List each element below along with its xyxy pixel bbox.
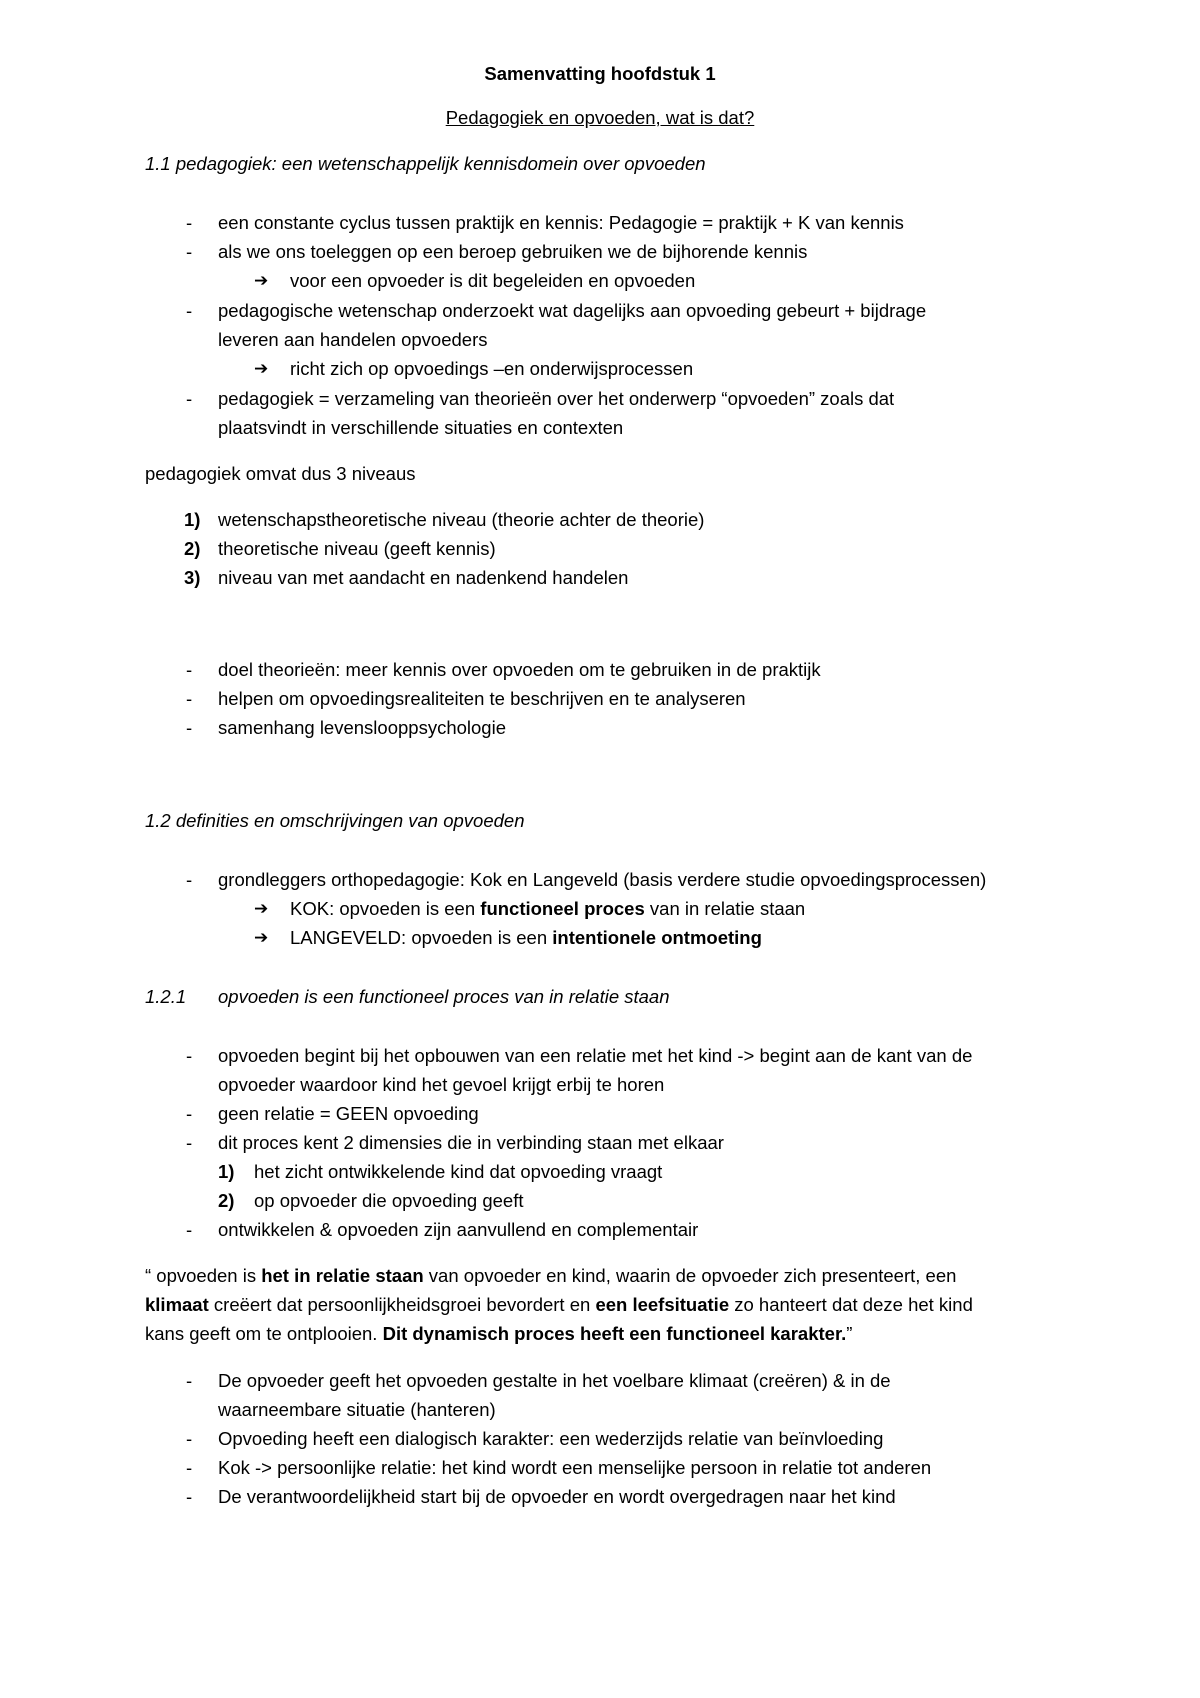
arrow-item-text [290,929,762,948]
list-item-text: plaatsvindt in verschillende situaties en contexten [218,417,624,438]
item-text: het zicht ontwikkelende kind dat opvoeding vraagt [254,1161,663,1182]
bullet: - [186,1103,193,1124]
document-subtitle [0,109,1200,128]
section-1-2-1-heading: opvoeden is een functioneel proces van in relatie staan [218,986,670,1007]
item-number: 1) [218,1161,235,1182]
bullet: - [186,1486,193,1507]
bullet: - [186,241,193,262]
arrow-right-icon: ➔ [254,271,269,290]
arrow-item-text: voor een opvoeder is dit begeleiden en opvoeden [290,270,696,291]
list-item-text: Kok -> persoonlijke relatie: het kind wordt een menselijke persoon in relatie tot anderen [218,1457,932,1478]
item-text: op opvoeder die opvoeding geeft [254,1190,524,1211]
item-text: niveau van met aandacht en nadenkend handelen [218,567,629,588]
bullet: - [186,688,193,709]
list-item-text: als we ons toeleggen op een beroep gebruiken we de bijhorende kennis [218,241,808,262]
subtitle-text: Pedagogiek en opvoeden, wat is dat? [445,107,755,128]
list-item-text: geen relatie = GEEN opvoeding [218,1103,479,1124]
list-item-text: pedagogiek = verzameling van theorieën over het onderwerp “opvoeden” zoals dat [218,388,895,409]
arrow-right-icon: ➔ [254,928,269,947]
item-text: wetenschapstheoretische niveau (theorie achter de theorie) [218,509,705,530]
bullet: - [186,1045,193,1066]
list-item-text: grondleggers orthopedagogie: Kok en Langeveld (basis verdere studie opvoedingsprocessen) [218,869,987,890]
list-item-text: De opvoeder geeft het opvoeden gestalte in het voelbare klimaat (creëren) & in de [218,1370,891,1391]
quote-line [145,1296,973,1315]
bullet: - [186,1370,193,1391]
text-run: van opvoeder en kind, waarin de opvoeder zich presenteert, een [423,1265,957,1286]
bullet: - [186,869,193,890]
bullet: - [186,1132,193,1153]
bullet: - [186,1428,193,1449]
section-1-1-heading: 1.1 pedagogiek: een wetenschappelijk kennisdomein over opvoeden [145,153,706,174]
item-number: 3) [184,567,201,588]
bullet: - [186,388,193,409]
quote-line [145,1267,956,1286]
bold-run: functioneel proces [480,898,645,919]
text-run: ” [846,1323,853,1344]
bullet: - [186,717,193,738]
arrow-right-icon: ➔ [254,899,269,918]
text-run: “ opvoeden is [145,1265,262,1286]
document-title: Samenvatting hoofdstuk 1 [484,63,716,84]
text-run: kans geeft om te ontplooien. [145,1323,383,1344]
text-run: van in relatie staan [644,898,806,919]
list-item-text: doel theorieën: meer kennis over opvoeden om te gebruiken in de praktijk [218,659,821,680]
list-item-text: samenhang levenslooppsychologie [218,717,506,738]
item-number: 2) [184,538,201,559]
list-item-text: een constante cyclus tussen praktijk en kennis: Pedagogie = praktijk + K van kennis [218,212,904,233]
list-item-text: opvoeder waardoor kind het gevoel krijgt erbij te horen [218,1074,665,1095]
item-number: 2) [218,1190,235,1211]
quote-line [145,1325,852,1344]
list-item-text: waarneembare situatie (hanteren) [218,1399,496,1420]
arrow-item-text [290,900,805,919]
text-run: creëert dat persoonlijkheidsgroei bevordert en [208,1294,596,1315]
list-item-text: De verantwoordelijkheid start bij de opvoeder en wordt overgedragen naar het kind [218,1486,896,1507]
list-item-text: pedagogische wetenschap onderzoekt wat dagelijks aan opvoeding gebeurt + bijdrage [218,300,927,321]
section-1-2-1-number: 1.2.1 [145,986,187,1007]
bullet: - [186,659,193,680]
bold-run: een leefsituatie [595,1294,730,1315]
text-run: KOK: opvoeden is een [290,898,481,919]
list-item-text: dit proces kent 2 dimensies die in verbinding staan met elkaar [218,1132,724,1153]
list-item-text: opvoeden begint bij het opbouwen van een relatie met het kind -> begint aan de kant van de [218,1045,973,1066]
bullet: - [186,1457,193,1478]
list-item-text: ontwikkelen & opvoeden zijn aanvullend en complementair [218,1219,699,1240]
bold-run: intentionele ontmoeting [552,927,762,948]
text-run: LANGEVELD: opvoeden is een [290,927,553,948]
bold-run: klimaat [145,1294,209,1315]
item-number: 1) [184,509,201,530]
text-run: zo hanteert dat deze het kind [729,1294,973,1315]
arrow-right-icon: ➔ [254,359,269,378]
list-item-text: Opvoeding heeft een dialogisch karakter: een wederzijds relatie van beïnvloeding [218,1428,884,1449]
bold-run: het in relatie staan [261,1265,424,1286]
section-1-2-heading: 1.2 definities en omschrijvingen van opvoeden [145,810,525,831]
list-item-text: helpen om opvoedingsrealiteiten te beschrijven en te analyseren [218,688,746,709]
paragraph: pedagogiek omvat dus 3 niveaus [145,463,416,484]
item-text: theoretische niveau (geeft kennis) [218,538,496,559]
bullet: - [186,300,193,321]
list-item-text: leveren aan handelen opvoeders [218,329,488,350]
bullet: - [186,212,193,233]
bullet: - [186,1219,193,1240]
bold-run: Dit dynamisch proces heeft een functioneel karakter. [382,1323,847,1344]
arrow-item-text: richt zich op opvoedings –en onderwijsprocessen [290,358,694,379]
